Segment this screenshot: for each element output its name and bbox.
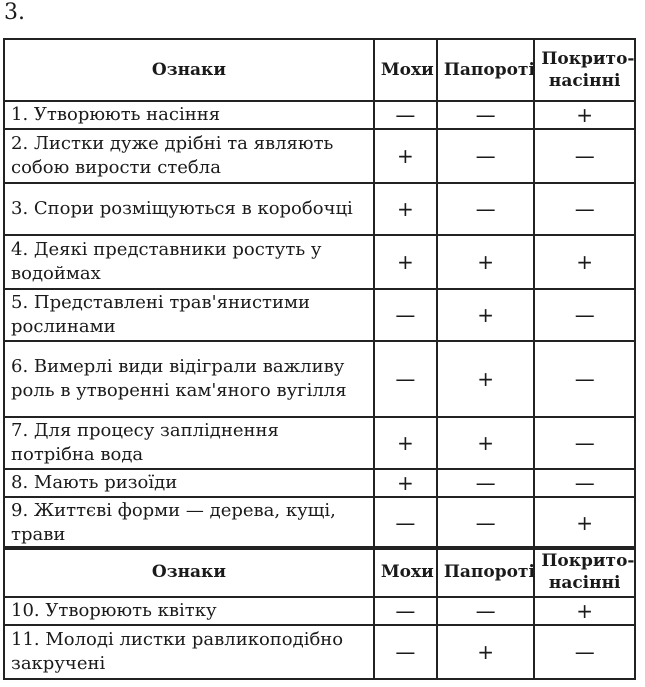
table-row xyxy=(4,417,635,469)
table-row xyxy=(4,625,635,679)
angio-mark: — xyxy=(534,417,635,469)
trait-text: 11. Молоді листки равликоподібно закручені xyxy=(4,625,374,679)
trait-text: 7. Для процесу запліднення потрібна вода xyxy=(4,417,374,469)
fern-mark: — xyxy=(437,497,535,549)
fern-mark: + xyxy=(437,289,535,341)
fern-mark: — xyxy=(437,183,535,235)
table-row xyxy=(4,497,635,549)
task-number: 3. xyxy=(4,0,25,25)
trait-text: 3. Спори розміщуються в коробочці xyxy=(4,183,374,235)
table-row xyxy=(4,597,635,625)
header-row xyxy=(4,547,635,597)
moss-mark: + xyxy=(374,469,437,497)
header-mosses: Мохи xyxy=(374,547,437,597)
angio-mark: — xyxy=(534,625,635,679)
table-row xyxy=(4,469,635,497)
fern-mark: + xyxy=(437,341,535,417)
trait-text: 6. Вимерлі види відіграли важливу роль в утворенні кам'яного вугілля xyxy=(4,341,374,417)
trait-text: 10. Утворюють квітку xyxy=(4,597,374,625)
table-row xyxy=(4,289,635,341)
header-angiosperms: Покрито-насінні xyxy=(534,547,635,597)
table-row xyxy=(4,101,635,129)
angio-mark: — xyxy=(534,129,635,183)
angio-mark: + xyxy=(534,597,635,625)
table-row xyxy=(4,129,635,183)
traits-table-2 xyxy=(3,546,636,680)
trait-text: 5. Представлені трав'янистими рослинами xyxy=(4,289,374,341)
moss-mark: — xyxy=(374,341,437,417)
fern-mark: — xyxy=(437,597,535,625)
trait-text: 4. Деякі представники ростуть у водоймах xyxy=(4,235,374,289)
header-traits: Ознаки xyxy=(4,547,374,597)
moss-mark: + xyxy=(374,235,437,289)
angio-mark: + xyxy=(534,101,635,129)
fern-mark: — xyxy=(437,129,535,183)
fern-mark: + xyxy=(437,235,535,289)
angio-mark: — xyxy=(534,469,635,497)
table-row xyxy=(4,235,635,289)
moss-mark: — xyxy=(374,289,437,341)
header-angiosperms: Покрито-насінні xyxy=(534,39,635,101)
header-ferns: Папороті xyxy=(437,39,535,101)
fern-mark: + xyxy=(437,417,535,469)
header-mosses: Мохи xyxy=(374,39,437,101)
moss-mark: + xyxy=(374,129,437,183)
moss-mark: — xyxy=(374,625,437,679)
moss-mark: + xyxy=(374,417,437,469)
trait-text: 8. Мають ризоїди xyxy=(4,469,374,497)
angio-mark: — xyxy=(534,183,635,235)
header-traits: Ознаки xyxy=(4,39,374,101)
moss-mark: + xyxy=(374,183,437,235)
fern-mark: — xyxy=(437,469,535,497)
moss-mark: — xyxy=(374,497,437,549)
moss-mark: — xyxy=(374,101,437,129)
table-row xyxy=(4,183,635,235)
traits-table-1 xyxy=(3,38,636,550)
trait-text: 9. Життєві форми — дерева, кущі, трави xyxy=(4,497,374,549)
trait-text: 2. Листки дуже дрібні та являють собою вирости стебла xyxy=(4,129,374,183)
angio-mark: + xyxy=(534,497,635,549)
fern-mark: + xyxy=(437,625,535,679)
fern-mark: — xyxy=(437,101,535,129)
header-ferns: Папороті xyxy=(437,547,535,597)
angio-mark: + xyxy=(534,235,635,289)
header-row xyxy=(4,39,635,101)
table-row xyxy=(4,341,635,417)
angio-mark: — xyxy=(534,289,635,341)
angio-mark: — xyxy=(534,341,635,417)
moss-mark: — xyxy=(374,597,437,625)
trait-text: 1. Утворюють насіння xyxy=(4,101,374,129)
